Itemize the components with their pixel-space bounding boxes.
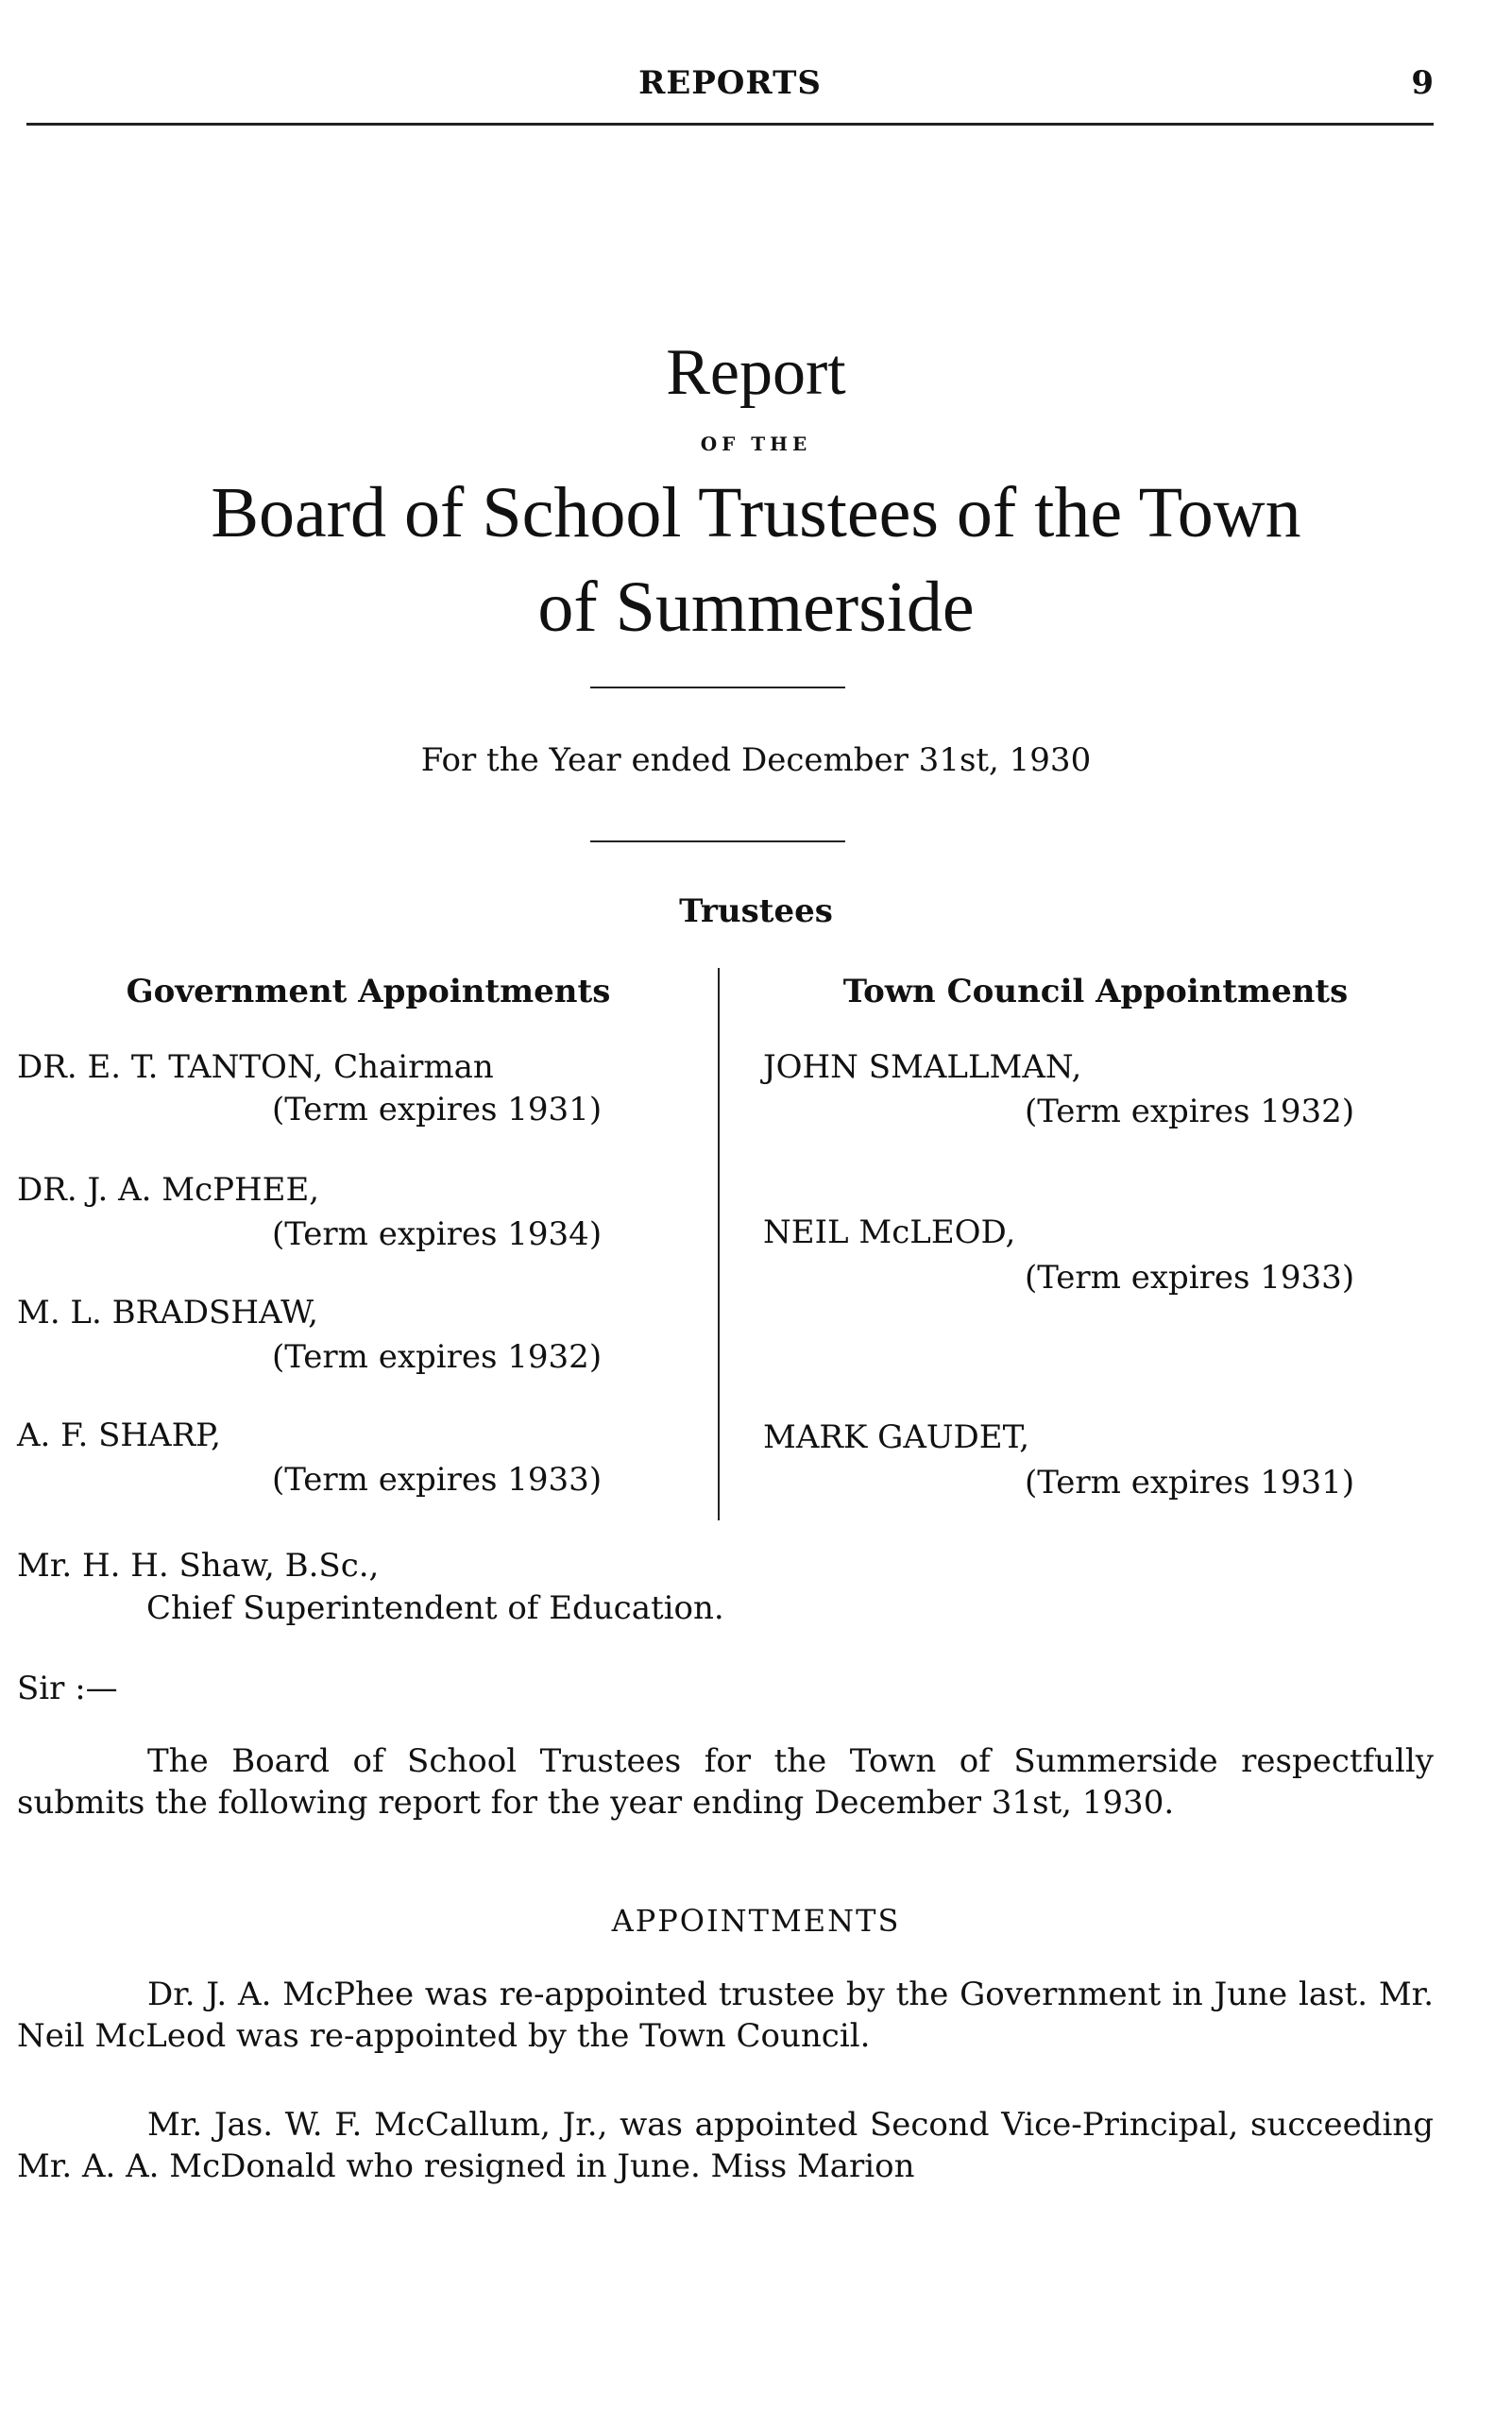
town-member-term: (Term expires 1931) <box>1025 1464 1355 1501</box>
town-member-name: NEIL McLEOD, <box>763 1213 1016 1251</box>
addressee-title: Chief Superintendent of Education. <box>146 1589 724 1627</box>
gov-member-name: M. L. BRADSHAW, <box>17 1294 318 1332</box>
intro-paragraph: The Board of School Trustees for the Town of Summerside respectfully submits the following report for the year ending December 31st, 1930. <box>17 1742 1434 1822</box>
gov-member-term: (Term expires 1933) <box>272 1461 603 1499</box>
appointments-paragraph-2: Mr. Jas. W. F. McCallum, Jr., was appointed Second Vice-Principal, succeeding Mr. A. A. McDonald who resigned in June. Miss Marion <box>17 2106 1434 2185</box>
running-head-title: REPORTS <box>638 64 822 102</box>
town-council-appointments-heading: Town Council Appointments <box>842 973 1349 1010</box>
trustees-heading: Trustees <box>679 892 833 930</box>
gov-member-term: (Term expires 1932) <box>272 1338 603 1376</box>
title-rule-bottom <box>590 840 845 842</box>
town-member-name: JOHN SMALLMAN, <box>763 1048 1082 1086</box>
title-rule-top <box>590 687 845 688</box>
header-rule <box>26 123 1434 126</box>
gov-member-name: A. F. SHARP, <box>17 1417 221 1454</box>
gov-member-name: DR. E. T. TANTON, Chairman <box>17 1048 494 1086</box>
board-title-line2: of Summerside <box>537 568 975 647</box>
appointments-heading: APPOINTMENTS <box>611 1903 901 1939</box>
running-head <box>26 64 1434 121</box>
column-divider <box>718 968 720 1520</box>
town-member-term: (Term expires 1933) <box>1025 1259 1355 1297</box>
government-appointments-heading: Government Appointments <box>126 973 611 1010</box>
page-number: 9 <box>1411 64 1434 102</box>
report-title: Report <box>666 336 846 409</box>
salutation: Sir :— <box>17 1670 118 1707</box>
addressee-name: Mr. H. H. Shaw, B.Sc., <box>17 1547 380 1585</box>
board-title-line1: Board of School Trustees of the Town <box>211 473 1301 552</box>
town-member-term: (Term expires 1932) <box>1025 1093 1355 1130</box>
appointments-paragraph-1: Dr. J. A. McPhee was re-appointed trustee by the Government in June last. Mr. Neil McLeod was re-appointed by the Town Council. <box>17 1976 1434 2055</box>
of-the-label: OF THE <box>700 433 812 455</box>
year-line: For the Year ended December 31st, 1930 <box>420 741 1092 779</box>
gov-member-term: (Term expires 1934) <box>272 1215 603 1253</box>
gov-member-name: DR. J. A. McPHEE, <box>17 1171 320 1209</box>
gov-member-term: (Term expires 1931) <box>272 1091 603 1128</box>
town-member-name: MARK GAUDET, <box>763 1418 1030 1456</box>
